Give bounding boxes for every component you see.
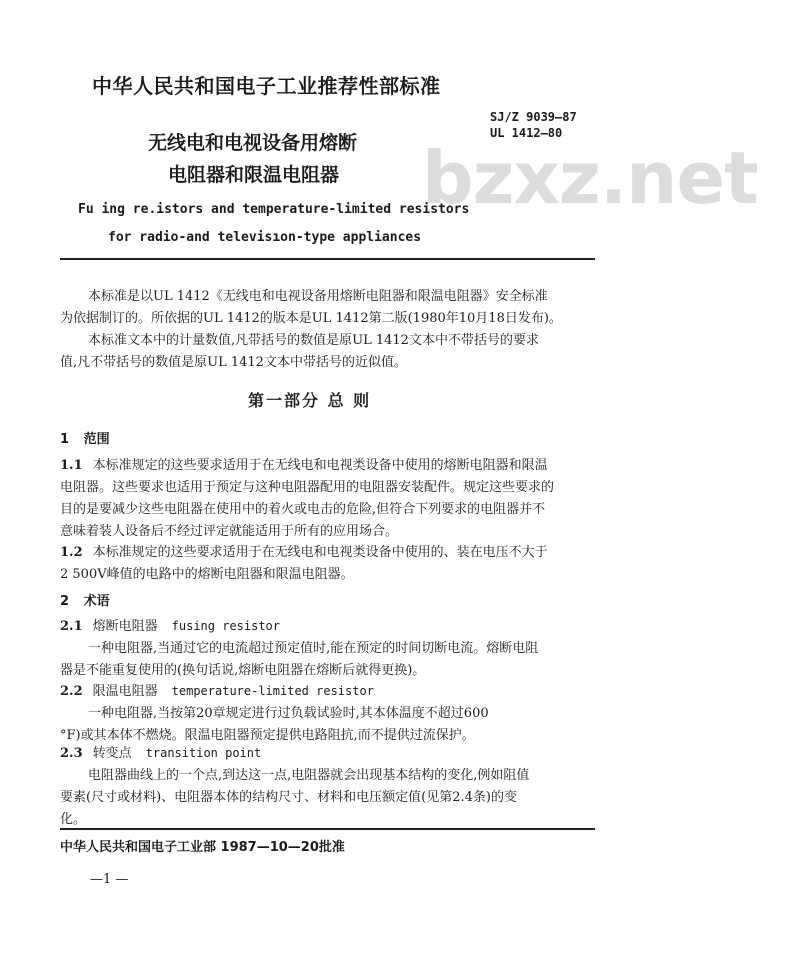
section-1-1 [60, 455, 610, 543]
standard-number-ul: UL 1412—80 [490, 126, 563, 140]
top-divider [60, 258, 595, 260]
s2-3-line3: 化。 [60, 812, 87, 827]
standard-number-sj: SJ/Z 9039—87 [490, 110, 577, 124]
clause-number: 2.3 [60, 746, 83, 761]
intro-paragraph-2 [60, 330, 610, 374]
s2-1-line1: 一种电阻器,当通过它的电流超过预定值时,能在预定的时间切断电流。熔断电阻 [88, 641, 539, 656]
s2-1-line2: 器是不能重复使用的(换句话说,熔断电阻器在熔断后就得更换)。 [60, 663, 426, 678]
s1-1-line3: 目的是要减少这些电阻器在使用中的着火或电击的危险,但符合下列要求的电阻器并不 [60, 502, 546, 517]
part-heading: 第一部分 总 则 [248, 391, 372, 410]
section-1-heading [60, 428, 110, 447]
section-2-3 [60, 742, 610, 831]
s2-1-term [60, 615, 610, 638]
page-number: —1 — [90, 872, 129, 887]
section-number: 1 [60, 432, 70, 447]
section-title: 范围 [83, 432, 110, 447]
section-number: 2 [60, 594, 70, 609]
bottom-divider [60, 828, 595, 830]
term-cn: 转变点 [92, 746, 132, 761]
ministry-standard-heading: 中华人民共和国电子工业推荐性部标准 [92, 74, 441, 98]
section-title: 术语 [83, 594, 110, 609]
intro-p1-line2: 为依据制订的。所依据的UL 1412的版本是UL 1412第二版(1980年10月18日发布)。 [60, 311, 562, 326]
section-2-heading [60, 590, 110, 609]
s1-2-line2: 2 500V峰值的电路中的熔断电阻器和限温电阻器。 [60, 567, 354, 582]
s2-2-term [60, 680, 610, 703]
term-cn: 熔断电阻器 [92, 619, 158, 634]
s1-1-line1 [60, 455, 610, 477]
clause-number: 2.1 [60, 619, 83, 634]
s2-3-term [60, 742, 610, 765]
section-2-1 [60, 615, 610, 682]
s1-1-line2: 电阻器。这些要求也适用于预定与这种电阻器配用的电阻器安装配件。规定这些要求的 [60, 480, 555, 495]
s2-3-line2: 要素(尺寸或材料)、电阻器本体的结构尺寸、材料和电压额定值(见第2.4条)的变 [60, 790, 517, 805]
s1-1-line4: 意味着装人设备后不经过评定就能适用于所有的应用场合。 [60, 524, 399, 539]
s2-2-line1: 一种电阻器,当按第20章规定进行过负载试验时,其本体温度不超过600 [88, 706, 489, 721]
document-title-cn-line2: 电阻器和限温电阻器 [168, 164, 340, 186]
section-1-2 [60, 542, 610, 586]
document-title-cn-line1: 无线电和电视设备用熔断 [148, 132, 358, 154]
s1-2-text1: 本标准规定的这些要求适用于在无线电和电视类设备中使用的、装在电压不大于 [92, 545, 548, 560]
intro-p2-line1: 本标准文本中的计量数值,凡带括号的数值是原UL 1412文本中不带括号的要求 [88, 333, 539, 348]
document-title-en-line2: for radio-and televisıon-type appliances [108, 230, 422, 245]
clause-number: 1.1 [60, 458, 83, 473]
s2-2-line2: °F)或其本体不燃烧。限温电阻器预定提供电路阻抗,而不提供过流保护。 [60, 728, 475, 743]
clause-number: 2.2 [60, 684, 83, 699]
term-en: fusing resistor [171, 619, 281, 633]
term-en: temperature-limited resistor [171, 684, 374, 698]
term-cn: 限温电阻器 [92, 684, 158, 699]
section-2-2 [60, 680, 610, 747]
intro-paragraph-1 [60, 286, 610, 330]
clause-number: 1.2 [60, 545, 83, 560]
watermark: bzxz.net [422, 136, 758, 220]
s2-3-line1: 电阻器曲线上的一个点,到达这一点,电阻器就会出现基本结构的变化,例如阻值 [88, 768, 530, 783]
intro-p2-line2: 值,凡不带括号的数值是原UL 1412文本中带括号的近似值。 [60, 355, 407, 370]
document-title-en-line1: Fu ing re.istors and temperature-limited resistors [78, 202, 470, 217]
term-en: transition point [145, 746, 262, 760]
intro-p1-line1: 本标准是以UL 1412《无线电和电视设备用熔断电阻器和限温电阻器》安全标准 [88, 289, 548, 304]
s1-1-text1: 本标准规定的这些要求适用于在无线电和电视类设备中使用的熔断电阻器和限温 [92, 458, 548, 473]
s1-2-line1 [60, 542, 610, 564]
issuing-authority: 中华人民共和国电子工业部 1987—10—20批准 [60, 840, 345, 855]
